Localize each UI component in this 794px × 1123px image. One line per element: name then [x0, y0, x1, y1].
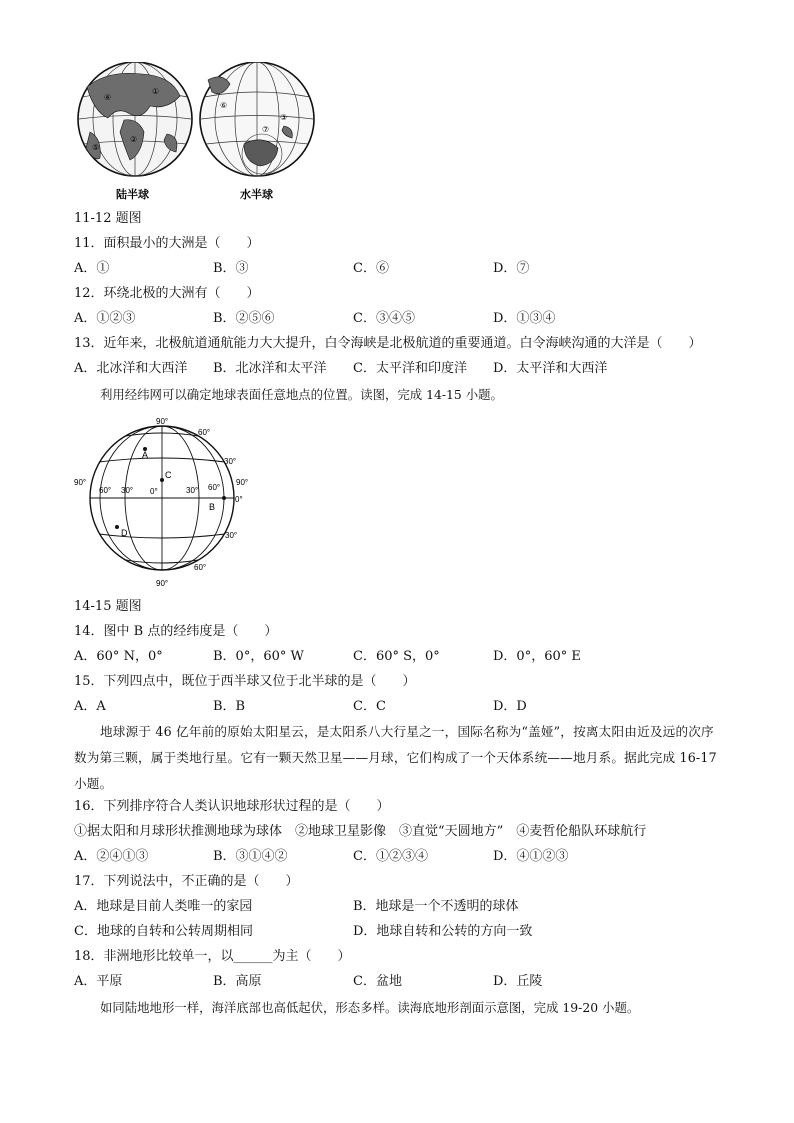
q13-option-c[interactable]: C．太平洋和印度洋: [353, 361, 467, 376]
point-c-marker: [160, 478, 164, 482]
intro-16-17-text: 地球源于 46 亿年前的原始太阳星云，是太阳系八大行星之一，国际名称为“盖娅”，按离太阳由近及远的次序数为第三颗，属于类地行星。它有一颗天然卫星——月球，它们构成了一个天体系统——地月系。据此完成 16-17 小题。: [74, 724, 717, 791]
label-lat-30n: 30°: [224, 457, 237, 466]
label-south-pole: 90°: [156, 579, 169, 588]
q18-stem: 18．非洲地形比较单一，以______为主（ ）: [74, 949, 351, 964]
q17-option-a[interactable]: A．地球是目前人类唯一的家园: [74, 899, 253, 914]
intro-16-17: [74, 719, 722, 797]
q17-option-b[interactable]: B．地球是一个不透明的球体: [353, 899, 519, 914]
q12-option-d[interactable]: D．①③④: [493, 311, 556, 326]
q12-option-b[interactable]: B．②⑤⑥: [213, 311, 275, 326]
q16-option-a[interactable]: A．②④①③: [74, 849, 149, 864]
label-lat-60n: 60°: [198, 428, 211, 437]
q15-stem: 15．下列四点中，既位于西半球又位于北半球的是（ ）: [74, 674, 416, 689]
point-d-label: D: [121, 528, 128, 538]
q11-option-b[interactable]: B．③: [213, 261, 249, 276]
graticule-figure: [72, 412, 252, 590]
water-marker-3: ③: [280, 113, 288, 122]
label-north-pole: 90°: [156, 417, 169, 426]
q17-option-d[interactable]: D．地球自转和公转的方向一致: [353, 924, 533, 939]
label-lon-60e: 60°: [208, 483, 221, 492]
land-hemisphere-globe: [78, 62, 192, 176]
label-lon-60w: 60°: [99, 486, 112, 495]
point-a-label: A: [142, 450, 149, 460]
label-lon-30e: 30°: [186, 486, 199, 495]
land-marker-4: ④: [104, 93, 112, 102]
q14-option-a[interactable]: A．60° N，0°: [74, 649, 163, 664]
water-marker-6: ⑥: [220, 101, 228, 110]
q13-option-d[interactable]: D．太平洋和大西洋: [493, 361, 608, 376]
q11-stem: 11．面积最小的大洲是（ ）: [74, 236, 260, 251]
q12-option-a[interactable]: A．①②③: [74, 311, 136, 326]
q12-option-c[interactable]: C．③④⑤: [353, 311, 415, 326]
water-hemisphere-label: 水半球: [240, 189, 273, 201]
q11-option-a[interactable]: A．①: [74, 261, 110, 276]
q16-stem: 16．下列排序符合人类认识地球形状过程的是（ ）: [74, 799, 390, 814]
intro-14-15: 利用经纬网可以确定地球表面任意地点的位置。读图，完成 14-15 小题。: [100, 387, 503, 402]
hemispheres-figure: [72, 62, 320, 207]
label-lat-60s: 60°: [194, 563, 207, 572]
q18-option-a[interactable]: A．平原: [74, 974, 123, 989]
q11-option-c[interactable]: C．⑥: [353, 261, 389, 276]
q18-option-c[interactable]: C．盆地: [353, 974, 402, 989]
q13-option-a[interactable]: A．北冰洋和大西洋: [74, 361, 188, 376]
figure1-caption: 11-12 题图: [74, 211, 142, 226]
land-marker-2: ②: [130, 135, 138, 144]
q18-option-b[interactable]: B．高原: [213, 974, 262, 989]
q11-option-d[interactable]: D．⑦: [493, 261, 530, 276]
q13-stem: 13．近年来，北极航道通航能力大大提升，白令海峡是北极航道的重要通道。白令海峡沟通的大洋是（ ）: [74, 336, 702, 351]
q15-option-b[interactable]: B．B: [213, 699, 246, 714]
label-lat-30s: 30°: [225, 531, 238, 540]
land-marker-1: ①: [152, 87, 160, 96]
q15-option-c[interactable]: C．C: [353, 699, 386, 714]
figure2-caption: 14-15 题图: [74, 599, 142, 614]
q18-option-d[interactable]: D．丘陵: [493, 974, 543, 989]
label-lon-30w: 30°: [121, 486, 134, 495]
q14-option-b[interactable]: B．0°，60° W: [213, 649, 304, 664]
water-marker-7: ⑦: [262, 125, 270, 134]
intro-19-20: 如同陆地地形一样，海洋底部也高低起伏，形态多样。读海底地形剖面示意图，完成 19-20 小题。: [100, 1000, 640, 1015]
label-lon-0: 0°: [150, 487, 158, 496]
q16-option-c[interactable]: C．①②③④: [353, 849, 428, 864]
label-west-90: 90°: [74, 478, 87, 487]
q14-stem: 14．图中 B 点的经纬度是（ ）: [74, 624, 278, 639]
q14-option-d[interactable]: D．0°，60° E: [493, 649, 581, 664]
label-lat-0: 0°: [235, 495, 243, 504]
q13-option-b[interactable]: B．北冰洋和太平洋: [213, 361, 327, 376]
q16-items: ①据太阳和月球形状推测地球为球体 ②地球卫星影像 ③直觉“天圆地方” ④麦哲伦船队环球航行: [74, 824, 647, 839]
q16-option-b[interactable]: B．③①④②: [213, 849, 288, 864]
point-b-label: B: [209, 502, 216, 512]
label-east-90: 90°: [236, 478, 249, 487]
water-hemisphere-globe: [200, 62, 314, 176]
point-d-marker: [115, 525, 119, 529]
q17-option-c[interactable]: C．地球的自转和公转周期相同: [74, 924, 253, 939]
point-c-label: C: [165, 470, 172, 480]
land-marker-5: ⑤: [92, 143, 100, 152]
q17-stem: 17．下列说法中，不正确的是（ ）: [74, 874, 299, 889]
land-hemisphere-label: 陆半球: [116, 189, 149, 201]
point-b-marker: [222, 496, 226, 500]
q15-option-d[interactable]: D．D: [493, 699, 527, 714]
q12-stem: 12．环绕北极的大洲有（ ）: [74, 286, 260, 301]
q16-option-d[interactable]: D．④①②③: [493, 849, 569, 864]
q14-option-c[interactable]: C．60° S，0°: [353, 649, 440, 664]
q15-option-a[interactable]: A．A: [74, 699, 106, 714]
